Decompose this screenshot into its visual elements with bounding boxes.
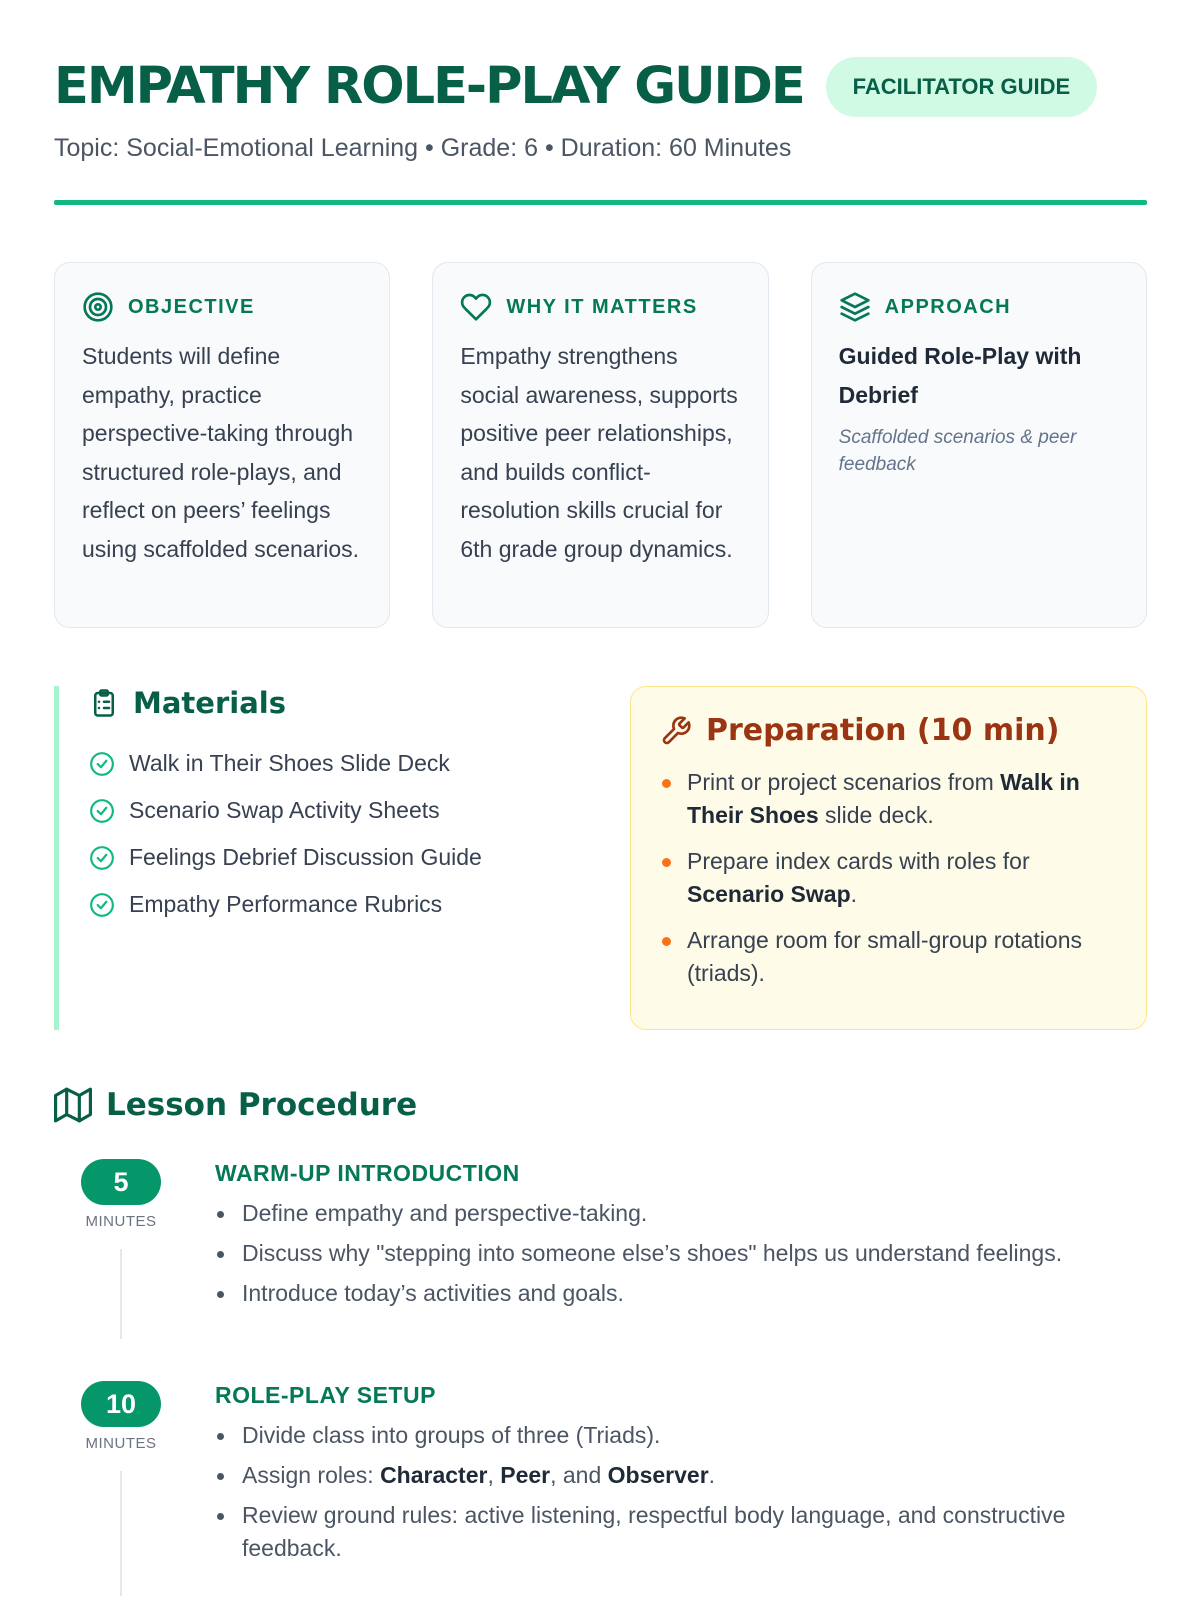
step-item: Discuss why "stepping into someone else’s shoes" helps us understand feelings. [215, 1237, 1147, 1270]
approach-title: Guided Role-Play with Debrief [838, 343, 1082, 408]
step-item-text: , and [550, 1462, 608, 1488]
preparation-item [660, 766, 1119, 832]
map-icon [54, 1086, 92, 1124]
step-item: Divide class into groups of three (Triads). [215, 1419, 1147, 1452]
step-item [215, 1459, 1147, 1492]
materials-item [89, 834, 574, 881]
wrench-icon [660, 715, 692, 747]
materials-header [89, 686, 574, 720]
materials-item [89, 740, 574, 787]
step-minutes-unit: MINUTES [85, 1435, 157, 1452]
materials-item [89, 881, 574, 928]
step-minutes-pill: 10 [81, 1381, 161, 1427]
timeline-line [120, 1471, 122, 1596]
step-item-text: , [487, 1462, 501, 1488]
objective-text: Students will define empathy, practice perspective-taking through structured role-plays, and reflect on peers’ feelings using scaffolded scenarios. [82, 343, 360, 562]
preparation-header [660, 713, 1119, 748]
preparation-item-text: slide deck. [818, 802, 934, 828]
step-minutes-pill: 5 [81, 1159, 161, 1205]
check-circle-icon [89, 751, 115, 777]
preparation-item [660, 924, 1119, 990]
materials-title: Materials [133, 686, 286, 720]
why-label: WHY IT MATTERS [506, 295, 698, 318]
objective-label: OBJECTIVE [128, 295, 255, 318]
step-body [215, 1159, 1147, 1317]
info-cards [54, 262, 1147, 628]
check-circle-icon [89, 892, 115, 918]
materials-item-label: Feelings Debrief Discussion Guide [129, 844, 482, 870]
materials-section [54, 686, 574, 1030]
header-divider [54, 200, 1147, 205]
step-item: Review ground rules: active listening, respectful body language, and constructive feedback. [215, 1499, 1147, 1565]
why-it-matters-card [432, 262, 768, 628]
page-header [54, 54, 1147, 163]
preparation-item-text: Print or project scenarios from [687, 769, 1001, 795]
objective-card [54, 262, 390, 628]
procedure-step [54, 1381, 1147, 1596]
objective-card-header [82, 291, 362, 323]
step-list [215, 1419, 1147, 1565]
step-title: WARM-UP INTRODUCTION [215, 1160, 520, 1186]
materials-item-label: Walk in Their Shoes Slide Deck [129, 750, 450, 776]
clipboard-icon [89, 688, 119, 718]
role-peer: Peer [500, 1462, 551, 1488]
preparation-item-text: Arrange room for small-group rotations (triads). [687, 927, 1082, 986]
preparation-item-bold: Walk in Their Shoes [687, 769, 1080, 828]
check-circle-icon [89, 845, 115, 871]
step-item-text: Assign roles: [242, 1462, 381, 1488]
preparation-item-text: . [850, 881, 858, 907]
approach-label: APPROACH [884, 295, 1012, 318]
role-observer: Observer [607, 1462, 709, 1488]
heart-icon [460, 291, 492, 323]
page-title: EMPATHY ROLE-PLAY GUIDE [54, 57, 804, 116]
materials-item-label: Empathy Performance Rubrics [129, 891, 443, 917]
step-title: ROLE-PLAY SETUP [215, 1382, 436, 1408]
check-circle-icon [89, 798, 115, 824]
preparation-item-text: Prepare index cards with roles for [687, 848, 1030, 874]
step-body [215, 1381, 1147, 1572]
step-item: Define empathy and perspective-taking. [215, 1197, 1147, 1230]
guide-type-badge: FACILITATOR GUIDE [826, 57, 1098, 117]
preparation-box [630, 686, 1147, 1030]
step-item-text: . [708, 1462, 716, 1488]
target-icon [82, 291, 114, 323]
procedure-title: Lesson Procedure [106, 1087, 418, 1123]
preparation-title: Preparation (10 min) [706, 713, 1060, 748]
materials-item [89, 787, 574, 834]
preparation-item-bold: Scenario Swap [687, 881, 851, 907]
step-list [215, 1197, 1147, 1310]
approach-card [811, 262, 1147, 628]
why-text: Empathy strengthens social awareness, supports positive peer relationships, and builds conflict-resolution skills crucial for 6th grade group dynamics. [460, 343, 738, 562]
page-subtitle: Topic: Social-Emotional Learning • Grade: 6 • Duration: 60 Minutes [54, 134, 792, 162]
materials-item-label: Scenario Swap Activity Sheets [129, 797, 440, 823]
layers-icon [839, 291, 871, 323]
preparation-item [660, 845, 1119, 911]
procedure-header [54, 1086, 1147, 1124]
step-minutes-unit: MINUTES [85, 1213, 157, 1230]
procedure-step [54, 1159, 1147, 1349]
why-card-header [460, 291, 740, 323]
timeline-line [120, 1249, 122, 1339]
lesson-procedure-section [54, 1086, 1147, 1561]
role-character: Character [380, 1462, 488, 1488]
approach-card-header [839, 291, 1119, 323]
title-row [54, 54, 1147, 120]
preparation-list [660, 766, 1119, 990]
materials-list [89, 740, 574, 928]
approach-note: Scaffolded scenarios & peer feedback [838, 427, 1077, 475]
step-item: Introduce today’s activities and goals. [215, 1277, 1147, 1310]
